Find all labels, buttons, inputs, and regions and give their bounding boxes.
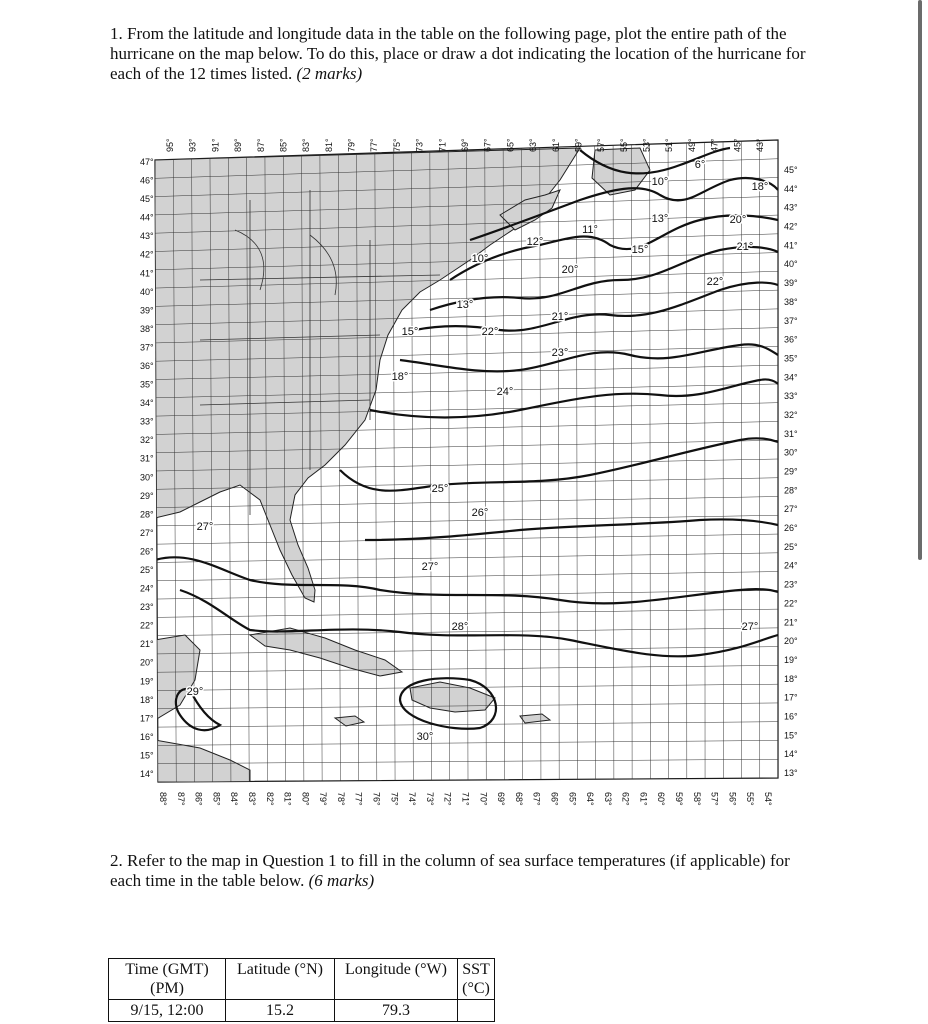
left-latitude-label: 31° xyxy=(140,453,154,464)
bottom-longitude-label: 64° xyxy=(585,792,596,806)
isotherm-label: 28° xyxy=(451,621,469,633)
right-latitude-label: 39° xyxy=(784,278,798,289)
bottom-longitude-label: 68° xyxy=(513,792,524,806)
left-latitude-label: 17° xyxy=(140,713,154,724)
isotherm-label: 18° xyxy=(751,181,769,193)
time-header: Time (GMT) (PM) xyxy=(109,959,226,1000)
bottom-longitude-label: 54° xyxy=(763,792,773,806)
right-latitude-label: 34° xyxy=(784,372,798,383)
left-latitude-label: 16° xyxy=(140,731,154,742)
bottom-longitude-label: 78° xyxy=(335,792,346,806)
left-latitude-label: 20° xyxy=(140,657,154,668)
top-longitude-label: 45° xyxy=(732,138,743,152)
question-2-text: Refer to the map in Question 1 to fill in the column of sea surface temperatures (if applicable) for each time in the table below. xyxy=(110,851,790,890)
isotherm-label: 11° xyxy=(582,224,598,236)
right-latitude-label: 18° xyxy=(784,673,798,684)
top-longitude-label: 69° xyxy=(460,138,470,152)
isotherm-label: 20° xyxy=(561,264,579,276)
right-latitude-label: 32° xyxy=(784,409,798,420)
question-1-marks: (2 marks) xyxy=(296,64,363,83)
longitude-cell: 79.3 xyxy=(335,1000,458,1022)
top-longitude-label: 89° xyxy=(233,138,244,152)
isotherm-label: 18° xyxy=(391,371,409,383)
top-longitude-label: 59° xyxy=(573,138,584,152)
top-longitude-label: 61° xyxy=(550,138,561,152)
isotherm-label: 6° xyxy=(694,159,706,171)
bottom-longitude-labels xyxy=(158,792,773,806)
left-latitude-label: 41° xyxy=(140,268,154,279)
left-latitude-label: 35° xyxy=(140,379,154,390)
isotherm-label: 25° xyxy=(431,483,449,495)
bottom-longitude-label: 70° xyxy=(478,792,489,806)
right-latitude-label: 40° xyxy=(784,259,798,270)
question-2-number: 2. xyxy=(110,851,123,870)
isotherm-label: 20° xyxy=(729,214,747,226)
top-longitude-label: 83° xyxy=(301,138,312,152)
isotherm-label: 22° xyxy=(481,326,499,338)
bottom-longitude-label: 61° xyxy=(638,792,649,806)
bottom-longitude-label: 75° xyxy=(389,792,400,806)
right-latitude-label: 28° xyxy=(784,485,798,496)
isotherm-label: 10° xyxy=(651,176,669,188)
right-latitude-label: 20° xyxy=(784,636,798,647)
left-latitude-labels xyxy=(140,157,154,779)
top-longitude-label: 53° xyxy=(641,138,652,152)
isotherm-label: 13° xyxy=(456,299,474,311)
top-longitude-label: 85° xyxy=(278,138,289,152)
vertical-scrollbar[interactable] xyxy=(918,0,922,560)
isotherm-label: 15° xyxy=(401,326,419,338)
top-longitude-label: 75° xyxy=(391,138,402,152)
bottom-longitude-label: 63° xyxy=(602,792,613,806)
bottom-longitude-label: 56° xyxy=(727,792,738,806)
left-latitude-label: 30° xyxy=(140,472,154,483)
left-latitude-label: 39° xyxy=(140,305,154,316)
top-longitude-label: 67° xyxy=(482,138,493,152)
bottom-longitude-label: 82° xyxy=(264,792,275,806)
top-longitude-label: 87° xyxy=(255,138,266,152)
right-latitude-label: 21° xyxy=(784,617,798,628)
left-latitude-label: 29° xyxy=(140,490,154,501)
isotherm-label: 15° xyxy=(631,244,649,256)
right-latitude-label: 17° xyxy=(784,692,798,703)
left-latitude-label: 33° xyxy=(140,416,154,427)
isotherm-label: 10° xyxy=(471,253,489,265)
top-longitude-label: 55° xyxy=(618,138,629,152)
bottom-longitude-label: 69° xyxy=(496,792,507,806)
isotherm-label: 22° xyxy=(706,276,724,288)
isotherm-label: 21° xyxy=(551,311,569,323)
bottom-longitude-label: 76° xyxy=(371,792,382,806)
hurricane-sst-map xyxy=(140,120,820,820)
left-latitude-label: 22° xyxy=(140,620,154,631)
right-latitude-label: 22° xyxy=(784,598,798,609)
left-latitude-label: 43° xyxy=(140,231,154,242)
top-longitude-label: 65° xyxy=(505,138,516,152)
right-latitude-label: 29° xyxy=(784,466,798,477)
right-latitude-label: 23° xyxy=(784,579,798,590)
top-longitude-label: 51° xyxy=(664,138,675,152)
isotherm-label: 24° xyxy=(496,386,514,398)
question-2-marks: (6 marks) xyxy=(308,871,375,890)
left-latitude-label: 23° xyxy=(140,602,154,613)
bottom-longitude-label: 55° xyxy=(745,792,756,806)
isotherm-label: 27° xyxy=(196,521,214,533)
bottom-longitude-label: 58° xyxy=(691,792,702,806)
longitude-header: Longitude (°W) xyxy=(335,959,458,1000)
bottom-longitude-label: 88° xyxy=(158,792,168,806)
right-latitude-label: 19° xyxy=(784,654,798,665)
right-latitude-labels xyxy=(784,165,798,778)
top-longitude-label: 43° xyxy=(755,138,765,152)
bottom-longitude-label: 65° xyxy=(567,792,578,806)
bottom-longitude-label: 62° xyxy=(620,792,631,806)
table-row xyxy=(109,1000,495,1022)
question-2 xyxy=(110,851,822,891)
right-latitude-label: 15° xyxy=(784,730,798,741)
hurricane-data-table xyxy=(108,958,495,1022)
left-latitude-label: 38° xyxy=(140,323,154,334)
top-longitude-label: 47° xyxy=(709,138,720,152)
right-latitude-label: 44° xyxy=(784,183,798,194)
left-latitude-label: 26° xyxy=(140,546,154,557)
top-longitude-label: 57° xyxy=(596,138,607,152)
latitude-header: Latitude (°N) xyxy=(226,959,335,1000)
right-latitude-label: 24° xyxy=(784,560,798,571)
bottom-longitude-label: 85° xyxy=(211,792,222,806)
bottom-longitude-label: 83° xyxy=(246,792,257,806)
isotherm-label: 12° xyxy=(526,236,544,248)
left-latitude-label: 15° xyxy=(140,750,154,761)
left-latitude-label: 28° xyxy=(140,509,154,520)
isotherm-label: 27° xyxy=(741,621,759,633)
bottom-longitude-label: 60° xyxy=(656,792,667,806)
left-latitude-label: 46° xyxy=(140,175,154,186)
right-latitude-label: 26° xyxy=(784,523,798,534)
isotherm-label: 13° xyxy=(651,213,669,225)
left-latitude-label: 27° xyxy=(140,527,154,538)
bottom-longitude-label: 84° xyxy=(229,792,240,806)
right-latitude-label: 14° xyxy=(784,749,798,760)
left-latitude-label: 32° xyxy=(140,435,154,446)
top-longitude-label: 73° xyxy=(414,138,425,152)
question-1 xyxy=(110,24,822,84)
left-latitude-label: 14° xyxy=(140,769,154,779)
top-longitude-label: 79° xyxy=(346,138,357,152)
isotherm-label: 27° xyxy=(421,561,439,573)
isotherm-label: 21° xyxy=(736,241,754,253)
right-latitude-label: 42° xyxy=(784,221,798,232)
bottom-longitude-label: 71° xyxy=(460,792,471,806)
left-latitude-label: 40° xyxy=(140,286,154,297)
bottom-longitude-label: 77° xyxy=(353,792,364,806)
right-latitude-label: 41° xyxy=(784,240,798,251)
isotherm-label: 30° xyxy=(416,731,434,743)
right-latitude-label: 35° xyxy=(784,353,798,364)
left-latitude-label: 45° xyxy=(140,194,154,205)
bottom-longitude-label: 79° xyxy=(318,792,329,806)
left-latitude-label: 47° xyxy=(140,157,154,167)
left-latitude-label: 24° xyxy=(140,583,154,594)
right-latitude-label: 27° xyxy=(784,504,798,515)
left-latitude-label: 36° xyxy=(140,361,154,371)
right-latitude-label: 16° xyxy=(784,711,798,722)
isotherm-label: 29° xyxy=(186,686,204,698)
left-latitude-label: 19° xyxy=(140,676,154,687)
left-latitude-label: 18° xyxy=(140,694,154,705)
bottom-longitude-label: 73° xyxy=(424,792,435,806)
top-longitude-label: 91° xyxy=(210,138,221,152)
left-latitude-label: 42° xyxy=(140,249,154,260)
bottom-longitude-label: 74° xyxy=(407,792,418,806)
right-latitude-label: 30° xyxy=(784,447,798,458)
question-1-number: 1. xyxy=(110,24,123,43)
left-latitude-label: 34° xyxy=(140,398,154,409)
right-latitude-label: 38° xyxy=(784,296,798,307)
top-longitude-label: 71° xyxy=(437,138,448,152)
bottom-longitude-label: 81° xyxy=(282,792,293,806)
top-longitude-label: 93° xyxy=(187,138,198,152)
bottom-longitude-label: 87° xyxy=(175,792,186,806)
right-latitude-label: 13° xyxy=(784,768,798,778)
isotherm-label: 23° xyxy=(551,347,569,359)
top-longitude-label: 95° xyxy=(165,138,175,152)
left-latitude-label: 44° xyxy=(140,212,154,223)
time-cell: 9/15, 12:00 xyxy=(109,1000,226,1022)
right-latitude-label: 31° xyxy=(784,428,798,439)
bottom-longitude-label: 72° xyxy=(442,792,453,806)
left-latitude-label: 21° xyxy=(140,639,154,650)
right-latitude-label: 25° xyxy=(784,541,798,552)
top-longitude-label: 63° xyxy=(528,138,539,152)
table-header-row xyxy=(109,959,495,1000)
bottom-longitude-label: 86° xyxy=(193,792,204,806)
right-latitude-label: 45° xyxy=(784,165,798,175)
bottom-longitude-label: 67° xyxy=(531,792,542,806)
bottom-longitude-label: 80° xyxy=(300,792,311,806)
top-longitude-label: 49° xyxy=(686,138,697,152)
sst-cell[interactable] xyxy=(458,1000,495,1022)
right-latitude-label: 43° xyxy=(784,202,798,213)
left-latitude-label: 37° xyxy=(140,342,154,353)
top-longitude-label: 81° xyxy=(323,138,334,152)
bottom-longitude-label: 57° xyxy=(709,792,720,806)
question-1-text: From the latitude and longitude data in the table on the following page, plot the entire path of the hurricane on the map below. To do this, place or draw a dot indicating the location of the hurricane for each of the 12 times listed. xyxy=(110,24,806,83)
latitude-cell: 15.2 xyxy=(226,1000,335,1022)
right-latitude-label: 36° xyxy=(784,334,798,345)
bottom-longitude-label: 66° xyxy=(549,792,560,806)
bottom-longitude-label: 59° xyxy=(674,792,685,806)
sst-header: SST (°C) xyxy=(458,959,495,1000)
right-latitude-label: 37° xyxy=(784,315,798,326)
left-latitude-label: 25° xyxy=(140,565,154,575)
right-latitude-label: 33° xyxy=(784,391,798,402)
isotherm-label: 26° xyxy=(471,507,489,519)
top-longitude-label: 77° xyxy=(369,138,380,152)
